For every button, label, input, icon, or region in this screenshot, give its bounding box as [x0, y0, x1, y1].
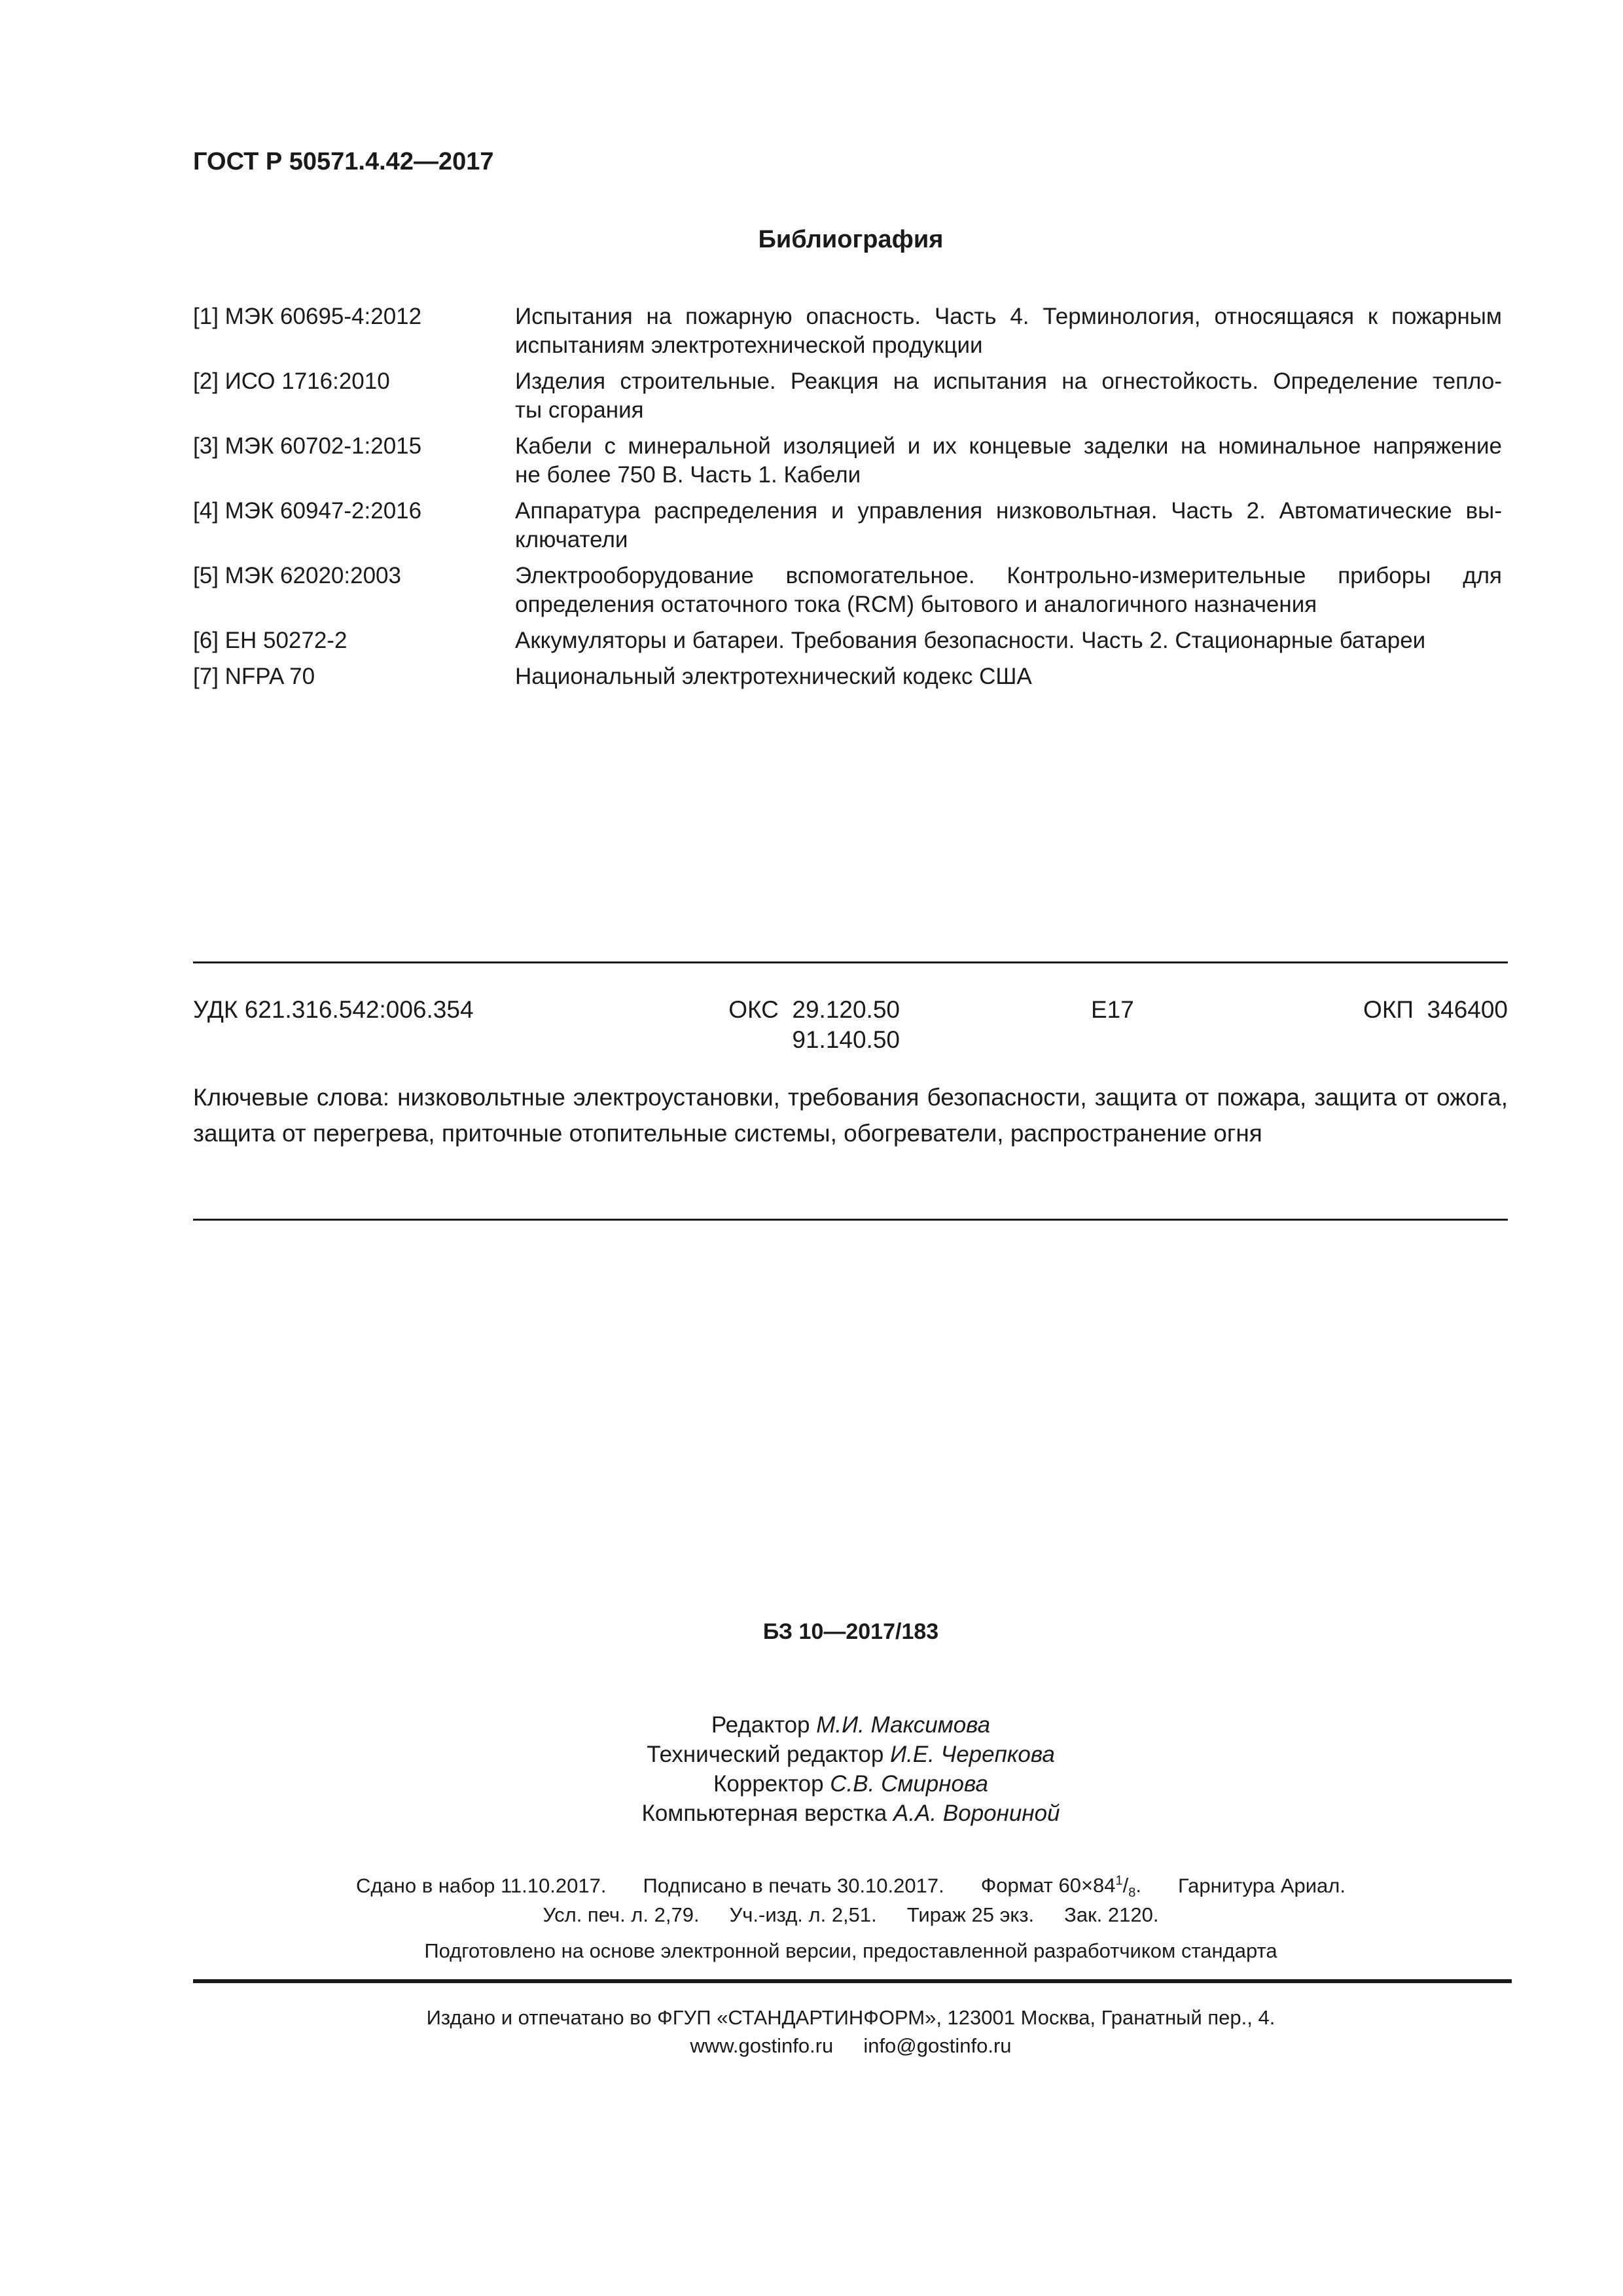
format-sub: 8: [1128, 1886, 1136, 1901]
credit-tech-editor: [0, 1742, 1623, 1768]
bib-ref-2: [2] ИСО 1716:2010: [193, 368, 390, 394]
e-code: Е17: [1091, 996, 1134, 1023]
imprint-order: Зак. 2120.: [1064, 1903, 1159, 1926]
bib-ref-7: [7] NFPA 70: [193, 664, 315, 689]
bib-desc-line: Электрооборудование вспомогательное. Контрольно-измерительные приборы для: [515, 563, 1502, 588]
credit-proofreader: [0, 1771, 1623, 1797]
bib-desc-line: испытаниям электротехнической продукции: [515, 332, 983, 358]
divider-thick: [193, 1979, 1512, 1983]
imprint-prepared: Подготовлено на основе электронной версии, предоставленной разработчиком стандарта: [424, 1939, 1277, 1962]
imprint-publisher: Издано и отпечатано во ФГУП «СТАНДАРТИНФОРМ», 123001 Москва, Гранатный пер., 4.: [426, 2006, 1275, 2029]
format-sup: 1: [1115, 1874, 1123, 1888]
bib-ref-6: [6] ЕН 50272-2: [193, 628, 348, 653]
format-prefix: Формат 60×84: [980, 1874, 1116, 1897]
bib-desc-5: [515, 562, 1502, 619]
bib-ref-3: [3] МЭК 60702-1:2015: [193, 433, 422, 459]
email-link[interactable]: info@gostinfo.ru: [863, 2034, 1012, 2057]
credit-layout: [0, 1801, 1623, 1827]
bib-desc-line: определения остаточного тока (RCM) бытового и аналогичного назначения: [515, 592, 1317, 617]
udk-code: УДК 621.316.542:006.354: [193, 996, 474, 1023]
credit-name: А.А. Ворониной: [893, 1801, 1060, 1826]
format-slash: /: [1122, 1874, 1129, 1897]
bib-desc-line: Аккумуляторы и батареи. Требования безопасности. Часть 2. Стационарные батареи: [515, 628, 1426, 653]
bib-desc-line: Кабели с минеральной изоляцией и их концевые заделки на номинальное напряжение: [515, 433, 1502, 459]
section-title: Библиография: [758, 226, 944, 253]
bz-number: БЗ 10—2017/183: [762, 1619, 939, 1644]
bib-desc-line: Национальный электротехнический кодекс США: [515, 664, 1032, 689]
oks-line-2: 91.140.50: [792, 1026, 900, 1053]
imprint-sent: Сдано в набор 11.10.2017.: [356, 1874, 607, 1897]
credit-name: И.Е. Черепкова: [890, 1742, 1055, 1767]
website-link[interactable]: www.gostinfo.ru: [690, 2034, 834, 2057]
imprint-format: [980, 1874, 1142, 1901]
document-code: ГОСТ Р 50571.4.42—2017: [193, 148, 494, 175]
bib-desc-line: ключатели: [515, 527, 628, 552]
oks-line-1: ОКС 29.120.50: [728, 996, 900, 1023]
imprint-signed: Подписано в печать 30.10.2017.: [643, 1874, 944, 1897]
bib-desc-7: [515, 662, 1502, 691]
credit-role: Компьютерная верстка: [641, 1801, 887, 1826]
bib-desc-2: [515, 367, 1502, 425]
imprint-font: Гарнитура Ариал.: [1178, 1874, 1346, 1897]
divider-bottom: [193, 1219, 1508, 1221]
bib-ref-5: [5] МЭК 62020:2003: [193, 563, 401, 588]
credit-role: Корректор: [713, 1771, 824, 1797]
bib-ref-1: [1] МЭК 60695-4:2012: [193, 304, 422, 329]
bib-desc-6: [515, 626, 1502, 655]
bib-desc-4: [515, 497, 1502, 554]
okp-code: ОКП 346400: [1363, 996, 1508, 1023]
bib-ref-4: [4] МЭК 60947-2:2016: [193, 498, 422, 524]
format-suffix: .: [1135, 1874, 1142, 1897]
bib-desc-line: Аппаратура распределения и управления низковольтная. Часть 2. Автоматические вы-: [515, 498, 1502, 524]
bib-desc-line: не более 750 В. Часть 1. Кабели: [515, 462, 861, 488]
divider-top: [193, 961, 1508, 963]
bib-desc-line: Испытания на пожарную опасность. Часть 4. Терминология, относящаяся к пожарным: [515, 304, 1502, 329]
bib-desc-1: [515, 302, 1502, 360]
credit-name: С.В. Смирнова: [830, 1771, 988, 1797]
bib-desc-line: ты сгорания: [515, 397, 644, 423]
credit-editor: [0, 1712, 1623, 1738]
imprint-pub-sheets: Уч.-изд. л. 2,51.: [729, 1903, 877, 1926]
bib-desc-3: [515, 432, 1502, 490]
imprint-line-1: [0, 1874, 1623, 1901]
imprint-contacts: [0, 2034, 1623, 2058]
imprint-print-sheets: Усл. печ. л. 2,79.: [543, 1903, 700, 1926]
credit-name: М.И. Максимова: [816, 1712, 991, 1738]
bib-desc-line: Изделия строительные. Реакция на испытания на огнестойкость. Определение тепло-: [515, 368, 1502, 394]
credit-role: Редактор: [711, 1712, 810, 1738]
keywords: Ключевые слова: низковольтные электроустановки, требования безопасности, защита от пожара, защита от ожога, защита от перегрева, приточные отопительные системы, обогреватели, распространение огня: [193, 1084, 1508, 1147]
imprint-line-2: [0, 1903, 1623, 1927]
imprint-run: Тираж 25 экз.: [906, 1903, 1035, 1926]
oks-code: [704, 995, 900, 1055]
credit-role: Технический редактор: [647, 1742, 884, 1767]
